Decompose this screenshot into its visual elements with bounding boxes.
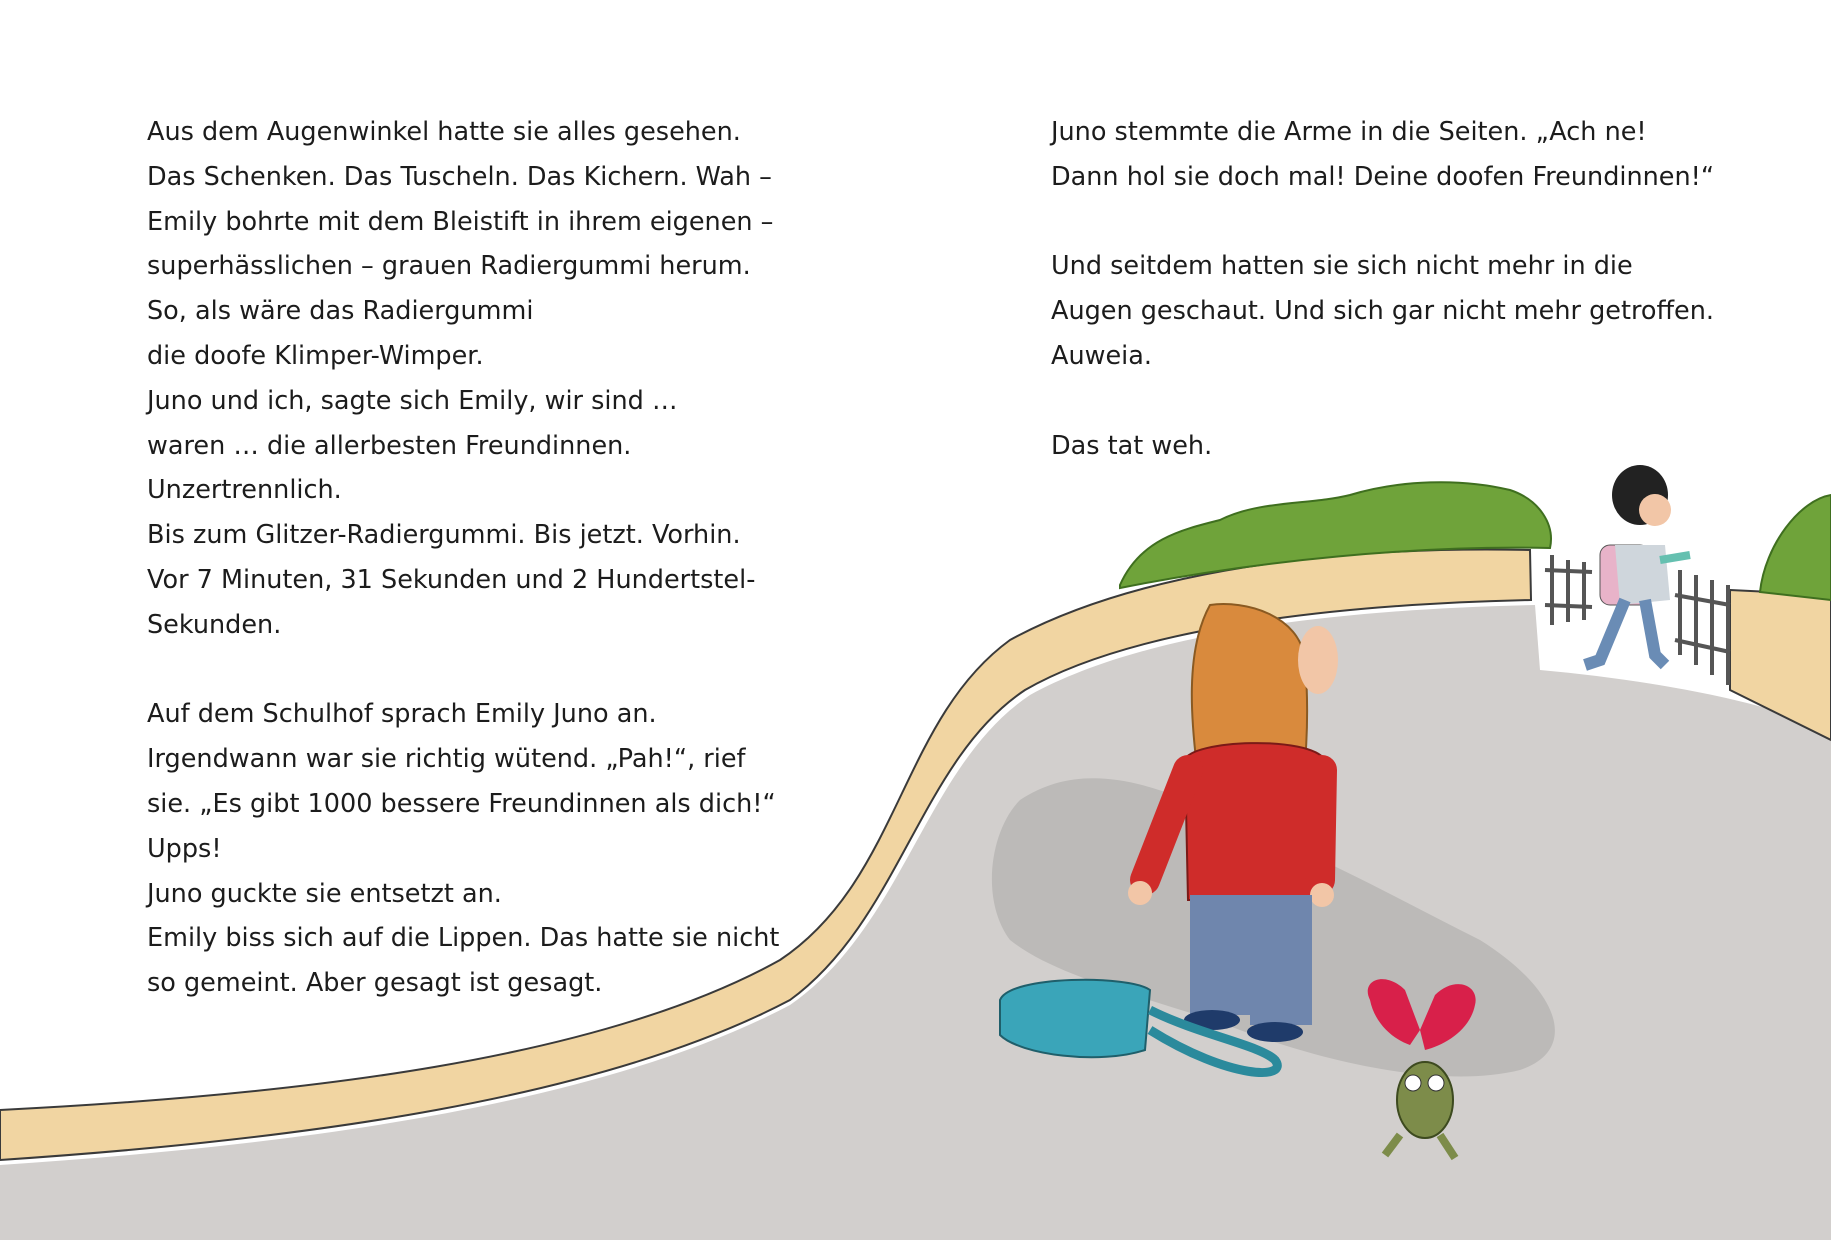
text-line: Das Schenken. Das Tuscheln. Das Kichern. Wah – — [147, 161, 772, 192]
text-line: sie. „Es gibt 1000 bessere Freundinnen als dich!“ — [147, 788, 776, 819]
text-line: Aus dem Augenwinkel hatte sie alles gesehen. — [147, 117, 741, 147]
gate-left — [1545, 555, 1592, 625]
text-line: Emily biss sich auf die Lippen. Das hatte sie nicht — [147, 923, 780, 954]
text-line: Juno guckte sie entsetzt an. — [147, 878, 502, 909]
text-line: So, als wäre das Radiergummi — [147, 296, 534, 327]
text-line: Sekunden. — [147, 609, 282, 640]
hedge-right — [1760, 495, 1831, 600]
text-line: so gemeint. Aber gesagt ist gesagt. — [147, 968, 603, 999]
text-line: Dann hol sie doch mal! Deine doofen Freundinnen!“ — [1051, 161, 1715, 192]
text-line: Juno und ich, sagte sich Emily, wir sind … — [147, 385, 678, 416]
text-line: Das tat weh. — [1051, 430, 1213, 461]
text-line: die doofe Klimper-Wimper. — [147, 340, 484, 371]
text-line — [147, 648, 787, 693]
text-line: Bis zum Glitzer-Radiergummi. Bis jetzt. Vorhin. — [147, 520, 741, 551]
right-text-column — [1051, 110, 1751, 468]
text-line — [1051, 379, 1751, 424]
text-line: superhässlichen – grauen Radiergummi herum. — [147, 251, 751, 282]
text-line: Juno stemmte die Arme in die Seiten. „Ach ne! — [1051, 117, 1647, 147]
left-text-column — [147, 110, 787, 1006]
text-line: Und seitdem hatten sie sich nicht mehr in die — [1051, 251, 1633, 282]
juno-figure — [1585, 465, 1690, 665]
text-line: Augen geschaut. Und sich gar nicht mehr getroffen. — [1051, 296, 1714, 327]
text-line: Emily bohrte mit dem Bleistift in ihrem eigenen – — [147, 206, 774, 237]
text-line: Upps! — [147, 833, 222, 864]
gate-right — [1675, 570, 1730, 685]
text-line: Irgendwann war sie richtig wütend. „Pah!“, rief — [147, 744, 746, 775]
text-line: Vor 7 Minuten, 31 Sekunden und 2 Hundertstel- — [147, 564, 756, 595]
text-line: waren … die allerbesten Freundinnen. — [147, 430, 632, 461]
text-line: Auweia. — [1051, 340, 1152, 371]
text-line: Unzertrennlich. — [147, 475, 342, 506]
text-line: Auf dem Schulhof sprach Emily Juno an. — [147, 699, 657, 730]
text-line — [1051, 200, 1751, 245]
